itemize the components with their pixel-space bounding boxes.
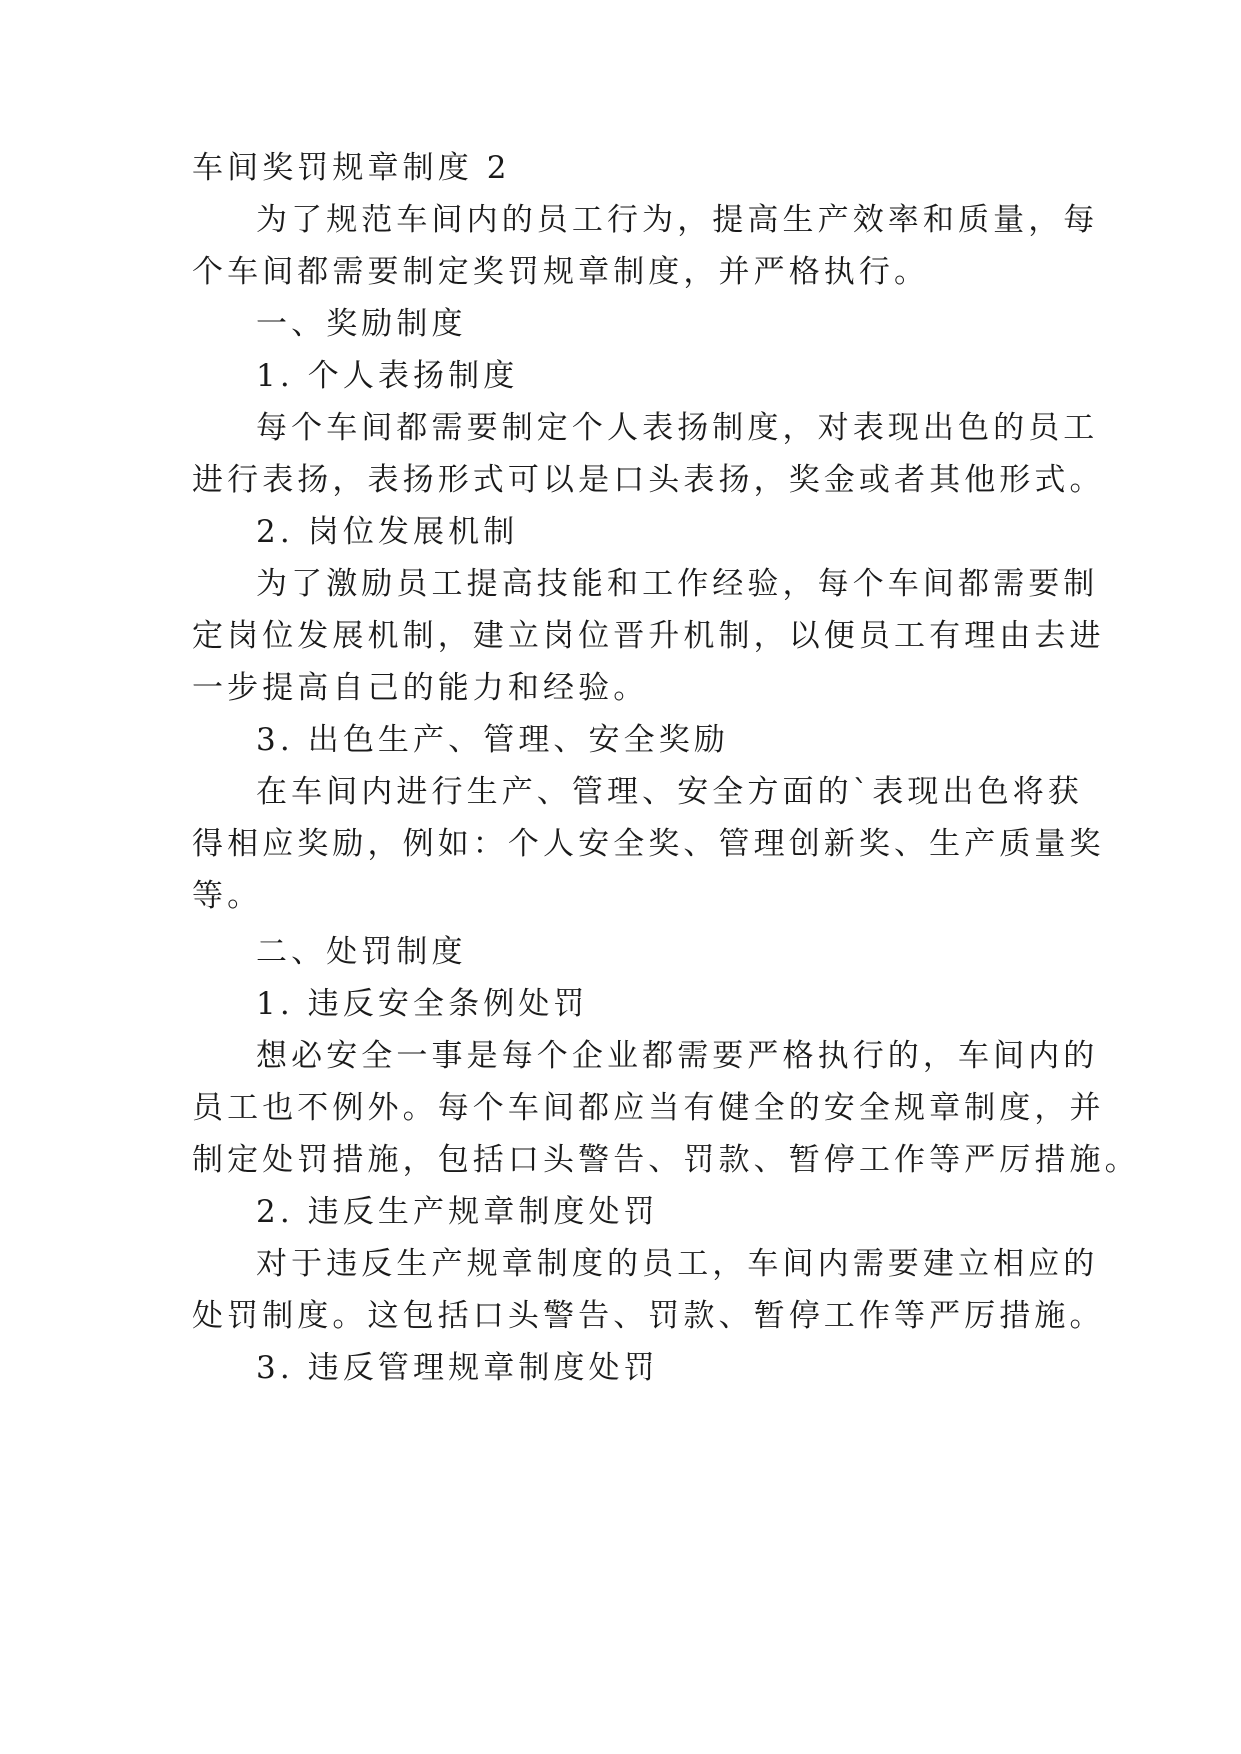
paragraph-line: 为了激励员工提高技能和工作经验，每个车间都需要制: [256, 566, 1099, 602]
section-heading-penalty: 二、处罚制度: [256, 934, 467, 970]
paragraph-line: 定岗位发展机制，建立岗位晋升机制，以便员工有理由去进: [192, 618, 1105, 654]
item-heading: 3. 违反管理规章制度处罚: [256, 1350, 659, 1386]
paragraph-line: 对于违反生产规章制度的员工，车间内需要建立相应的: [256, 1246, 1099, 1282]
paragraph-line: 一步提高自己的能力和经验。: [192, 670, 649, 706]
paragraph-line: 在车间内进行生产、管理、安全方面的`表现出色将获: [256, 774, 1083, 810]
paragraph-line: 想必安全一事是每个企业都需要严格执行的，车间内的: [256, 1038, 1099, 1074]
paragraph-line: 处罚制度。这包括口头警告、罚款、暂停工作等严厉措施。: [192, 1298, 1105, 1334]
paragraph-line: 得相应奖励，例如：个人安全奖、管理创新奖、生产质量奖: [192, 826, 1105, 862]
item-heading: 2. 违反生产规章制度处罚: [256, 1194, 659, 1230]
paragraph-line: 每个车间都需要制定个人表扬制度，对表现出色的员工: [256, 410, 1099, 446]
paragraph-line: 等。: [192, 878, 263, 914]
item-heading: 1. 个人表扬制度: [256, 358, 519, 394]
item-heading: 3. 出色生产、管理、安全奖励: [256, 722, 729, 758]
document-title: 车间奖罚规章制度 2: [192, 150, 511, 186]
intro-line: 个车间都需要制定奖罚规章制度，并严格执行。: [192, 254, 930, 290]
intro-line: 为了规范车间内的员工行为，提高生产效率和质量，每: [256, 202, 1099, 238]
paragraph-line: 制定处罚措施，包括口头警告、罚款、暂停工作等严厉措施。: [192, 1142, 1140, 1178]
item-heading: 2. 岗位发展机制: [256, 514, 519, 550]
paragraph-line: 员工也不例外。每个车间都应当有健全的安全规章制度，并: [192, 1090, 1105, 1126]
item-heading: 1. 违反安全条例处罚: [256, 986, 589, 1022]
section-heading-reward: 一、奖励制度: [256, 306, 467, 342]
paragraph-line: 进行表扬，表扬形式可以是口头表扬，奖金或者其他形式。: [192, 462, 1105, 498]
